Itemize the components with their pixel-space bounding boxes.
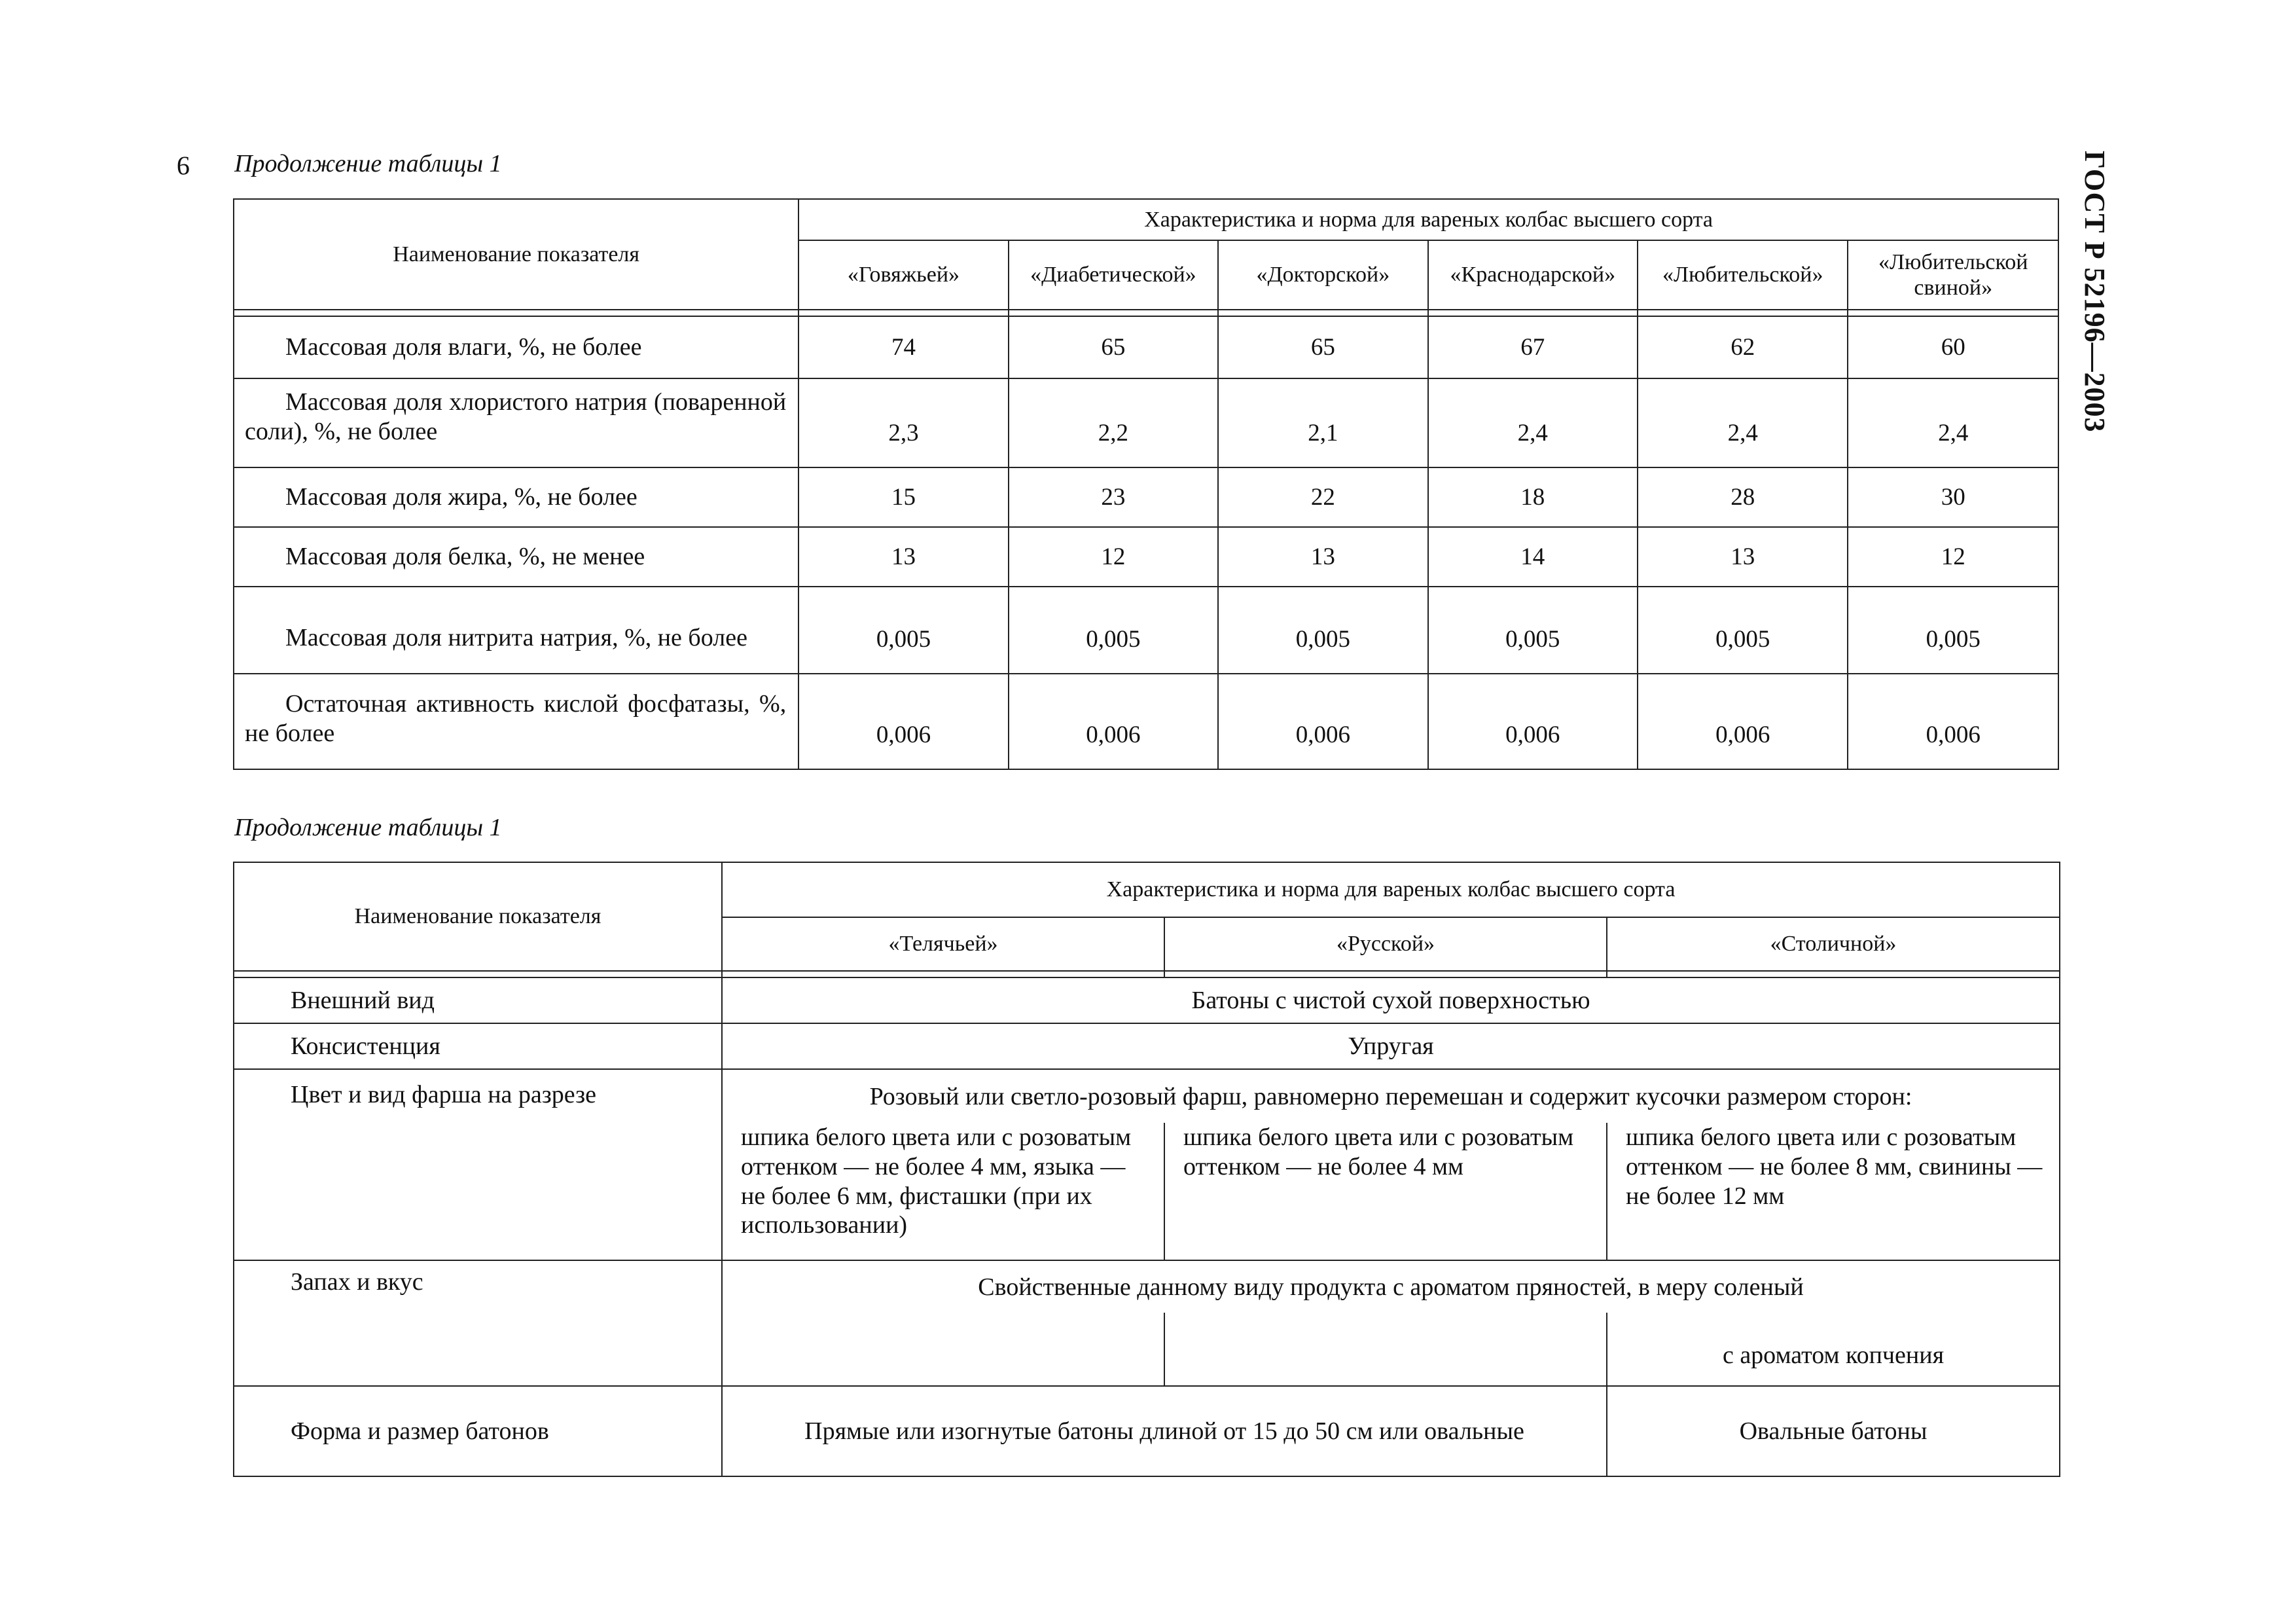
table-row xyxy=(234,587,2058,674)
table-row xyxy=(234,316,2058,378)
table2-caption: Продолжение таблицы 1 xyxy=(234,814,502,841)
table1 xyxy=(233,198,2059,770)
table-cell: 0,006 xyxy=(1218,674,1427,769)
table-cell: 67 xyxy=(1428,316,1638,378)
table1-col-header: «Диабетической» xyxy=(1009,240,1218,310)
table-cell: 0,005 xyxy=(1848,587,2058,674)
table-cell: 13 xyxy=(1218,527,1427,587)
table-cell: Овальные батоны xyxy=(1607,1386,2060,1476)
table-cell: с ароматом копчения xyxy=(1607,1313,2060,1386)
table-row xyxy=(234,378,2058,467)
table2-header-name: Наименование показателя xyxy=(234,862,722,971)
table1-header-name: Наименование показателя xyxy=(234,199,798,310)
row-label: Остаточная активность кислой фосфатазы, %, не более xyxy=(245,689,787,748)
row-label: Форма и размер батонов xyxy=(234,1386,722,1476)
table-cell: 22 xyxy=(1218,467,1427,527)
table-cell: 2,4 xyxy=(1848,378,2058,467)
table-cell: 2,4 xyxy=(1428,378,1638,467)
table-cell xyxy=(1164,1313,1607,1386)
table2-col-header: «Столичной» xyxy=(1607,917,2060,971)
table-row xyxy=(234,1260,2060,1313)
row-label: Массовая доля влаги, %, не более xyxy=(285,333,642,361)
table-cell: 74 xyxy=(798,316,1008,378)
table2-col-header: «Русской» xyxy=(1164,917,1607,971)
table-cell: Батоны с чистой сухой поверхностью xyxy=(722,977,2060,1023)
row-label: Консистенция xyxy=(234,1023,722,1069)
table-cell: Розовый или светло-розовый фарш, равномерно перемешан и содержит кусочки размером сторон: xyxy=(722,1069,2060,1123)
row-label: Массовая доля жира, %, не более xyxy=(285,483,637,511)
table-cell: шпика белого цвета или с розоватым оттенком — не более 4 мм xyxy=(1164,1123,1607,1260)
table-row xyxy=(234,467,2058,527)
row-label: Массовая доля хлористого натрия (поваренной соли), %, не более xyxy=(245,388,787,446)
table-cell: 13 xyxy=(798,527,1008,587)
page-number: 9 xyxy=(177,151,190,181)
table1-col-header: «Говяжьей» xyxy=(798,240,1008,310)
table-cell: 65 xyxy=(1009,316,1218,378)
table1-col-header: «Краснодарской» xyxy=(1428,240,1638,310)
table-cell: 23 xyxy=(1009,467,1218,527)
table-cell xyxy=(722,1313,1164,1386)
table-cell: 14 xyxy=(1428,527,1638,587)
table-cell: 0,005 xyxy=(798,587,1008,674)
table2-header-group: Характеристика и норма для вареных колбас высшего сорта xyxy=(722,862,2060,917)
table-cell: 65 xyxy=(1218,316,1427,378)
row-label: Запах и вкус xyxy=(234,1260,722,1386)
table1-col-header: «Любительской свиной» xyxy=(1848,240,2058,310)
table-cell: 0,006 xyxy=(1428,674,1638,769)
table-row xyxy=(234,977,2060,1023)
table2 xyxy=(233,862,2060,1477)
table-cell: Прямые или изогнутые батоны длиной от 15 до 50 см или овальные xyxy=(722,1386,1607,1476)
document-code: ГОСТ Р 52196—2003 xyxy=(2079,151,2111,433)
table-row xyxy=(234,1023,2060,1069)
table-cell: 30 xyxy=(1848,467,2058,527)
table-cell: 13 xyxy=(1638,527,1848,587)
table-cell: шпика белого цвета или с розоватым оттенком — не более 4 мм, языка — не более 6 мм, фисташки (при их использовании) xyxy=(722,1123,1164,1260)
table-cell: 18 xyxy=(1428,467,1638,527)
table-cell: 12 xyxy=(1009,527,1218,587)
table-cell: Свойственные данному виду продукта с ароматом пряностей, в меру соленый xyxy=(722,1260,2060,1313)
table-cell: 12 xyxy=(1848,527,2058,587)
table-cell: 0,006 xyxy=(1848,674,2058,769)
table-cell: 0,005 xyxy=(1009,587,1218,674)
table-cell: 0,005 xyxy=(1428,587,1638,674)
table-cell: 0,005 xyxy=(1218,587,1427,674)
row-label: Цвет и вид фарша на разрезе xyxy=(234,1069,722,1260)
table-cell: 0,006 xyxy=(798,674,1008,769)
table1-col-header: «Любительской» xyxy=(1638,240,1848,310)
table-cell: 28 xyxy=(1638,467,1848,527)
table-cell: 15 xyxy=(798,467,1008,527)
row-label: Внешний вид xyxy=(234,977,722,1023)
table-cell: 62 xyxy=(1638,316,1848,378)
table-cell: 0,006 xyxy=(1009,674,1218,769)
table-cell: 2,1 xyxy=(1218,378,1427,467)
table-cell: 2,4 xyxy=(1638,378,1848,467)
row-label: Массовая доля нитрита натрия, %, не более xyxy=(285,624,747,652)
table-row xyxy=(234,1069,2060,1123)
table-row xyxy=(234,1386,2060,1476)
table1-header-group: Характеристика и норма для вареных колбас высшего сорта xyxy=(798,199,2058,240)
table-cell: 2,3 xyxy=(798,378,1008,467)
table2-col-header: «Телячьей» xyxy=(722,917,1164,971)
table1-col-header: «Докторской» xyxy=(1218,240,1427,310)
row-label: Массовая доля белка, %, не менее xyxy=(285,542,645,570)
table-cell: 0,006 xyxy=(1638,674,1848,769)
table1-caption: Продолжение таблицы 1 xyxy=(234,150,502,177)
table-cell: 0,005 xyxy=(1638,587,1848,674)
table-row xyxy=(234,674,2058,769)
table-cell: 2,2 xyxy=(1009,378,1218,467)
table-cell: 60 xyxy=(1848,316,2058,378)
table-cell: шпика белого цвета или с розоватым оттенком — не более 8 мм, свинины — не более 12 мм xyxy=(1607,1123,2060,1260)
table-cell: Упругая xyxy=(722,1023,2060,1069)
table-row xyxy=(234,527,2058,587)
